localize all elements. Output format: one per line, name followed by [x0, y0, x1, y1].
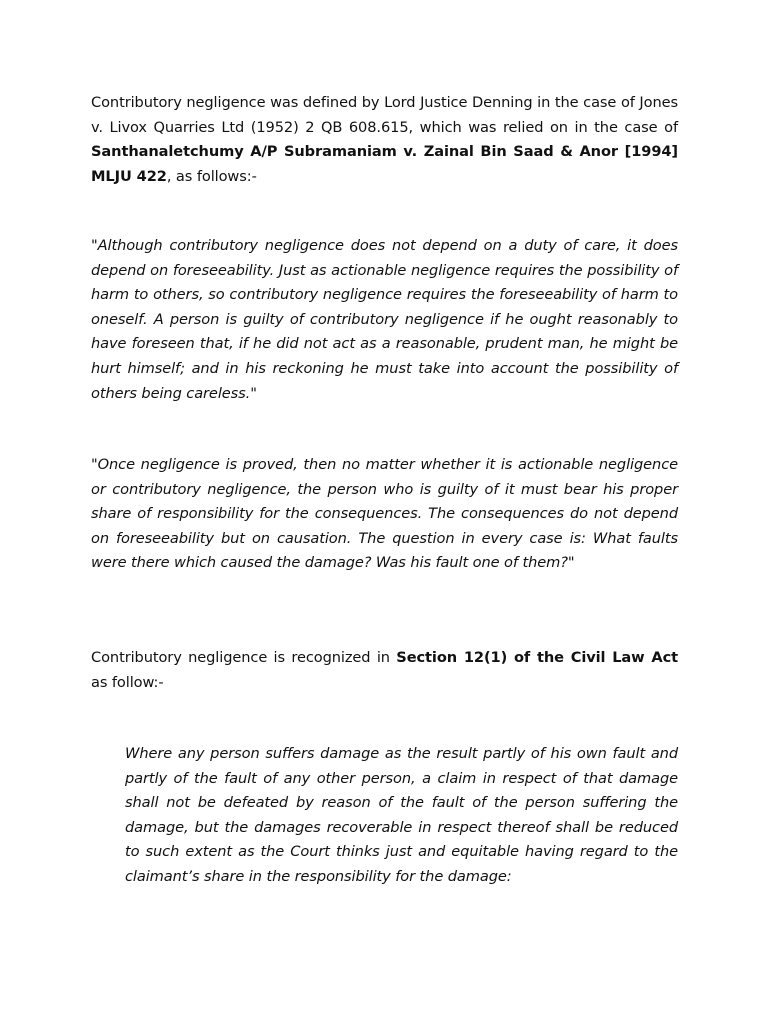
statute-quote: Where any person suffers damage as the result partly of his own fault and partly of the fault of any other person, a claim in respect of that damage shall not be defeated by reason of the fault of the person suffering the damage, but the damages recoverable in respect thereof shall be reduced to such extent as the Court thinks just and equitable having regard to the claimant’s share in the responsibility for the damage:	[125, 745, 678, 885]
section-text-end: as follow:-	[91, 673, 164, 691]
intro-text-end: , as follows:-	[166, 167, 257, 185]
denning-quote-foreseeability: "Although contributory negligence does not depend on a duty of care, it does depend on foreseeability. Just as actionable negligence requires the possibility of harm to others, so contributory negligence requires the foreseeability of harm to oneself. A person is guilty of contributory negligence if he ought reasonably to have foreseen that, if he did not act as a reasonable, prudent man, he might be hurt himself; and in his reckoning he must take into account the possibility of others being careless."	[91, 237, 678, 402]
section-paragraph	[91, 646, 678, 695]
denning-quote-causation: "Once negligence is proved, then no matter whether it is actionable negligence or contributory negligence, the person who is guilty of it must bear his proper share of responsibility for the consequences. The consequences do not depend on foreseeability but on causation. The question in every case is: What faults were there which caused the damage? Was his fault one of them?"	[91, 456, 678, 572]
case-citation: Santhanaletchumy A/P Subramaniam v. Zainal Bin Saad & Anor [1994] MLJU 422	[91, 143, 678, 185]
intro-text-start: Contributory negligence was defined by Lord Justice Denning in the case of Jones v. Livox Quarries Ltd (1952) 2 QB 608.615, which was relied on in the case of	[91, 94, 678, 136]
section-text-start: Contributory negligence is recognized in	[91, 649, 397, 666]
intro-paragraph	[91, 91, 678, 189]
statute-reference: Section 12(1) of the Civil Law Act	[396, 649, 678, 666]
